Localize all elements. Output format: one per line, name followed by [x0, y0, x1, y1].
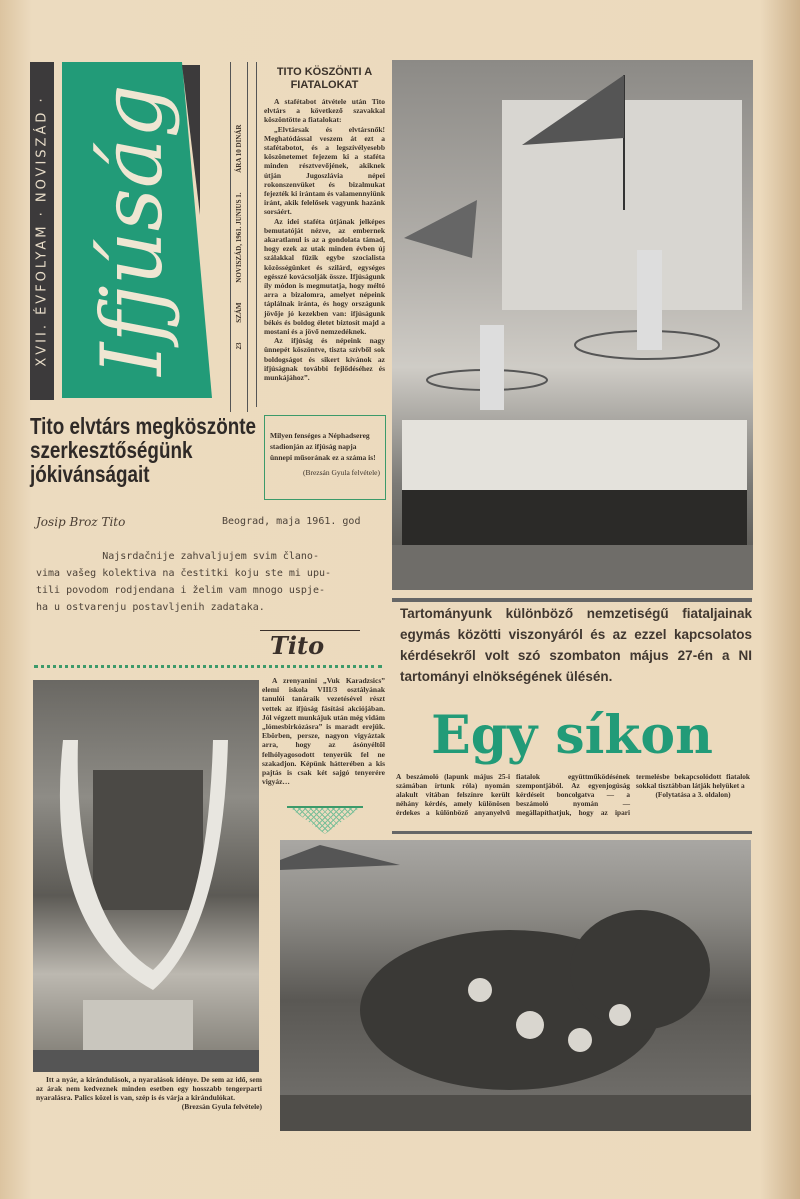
headline: [30, 413, 257, 487]
photo-caption: [36, 1075, 262, 1111]
stadium-photo: [392, 60, 753, 590]
dotted-divider: [34, 665, 382, 668]
paragraph: Az ifjúság és népeink nagy ünnepét köszöntve, tiszta szívből sok boldogságot és sikert kívánok az ifjúságnak további fejlődéséhez és munkájához”.: [264, 336, 385, 383]
headline-line: jókivánságait: [30, 461, 150, 487]
letter-place-date: Beograd, maja 1961. god: [222, 516, 361, 527]
article-title: TITO KÖSZÖNTI A FIATALOKAT: [276, 66, 373, 91]
issue-number: 23 SZÁM: [235, 302, 243, 350]
letterhead-signature: Josip Broz Tito: [36, 515, 126, 529]
article-title: Egy síkon: [431, 705, 713, 766]
headline-line: szerkesztőségünk: [30, 437, 193, 463]
paragraph: „Elvtársak és elvtársnők! Meghatódással veszem át ezt a stafétabotot, és a legszívélyesebb köszönetemet fejezem ki a staféta minden résztvevőjének, akiknek útján Jugoszlávia népei rokonszenvüket és bizalmukat fejezték ki irántam és valamennyiünk iránt, akik felelősek vagyunk hazánk sorsáért.: [264, 124, 385, 217]
continued-note: (Folytatása a 3. oldalon): [655, 790, 731, 799]
vuk-article: [262, 676, 385, 786]
issue-price: ÁRA 10 DINÁR: [235, 124, 243, 173]
newspaper-logo: [62, 62, 202, 398]
article-lead: Tartományunk különböző nemzetiségű fiataljainak egymás közötti viszonyáról és az ezzel kapcsolatos kérdésekről volt szó szombaton május 27-én a NI tartományi elnökségének ülésén.: [400, 606, 752, 684]
kids-photo-image: [280, 840, 751, 1131]
issue-info: [230, 62, 248, 412]
photo-credit: (Brezsán Gyula felvétele): [181, 1102, 262, 1111]
caption-text: Milyen fenséges a Néphadsereg stadionján az ifjúság napja ünnepi műsorának ez a száma is!: [270, 431, 376, 462]
photo-caption-box: [264, 415, 386, 500]
logo-text: Ifjúság: [83, 84, 181, 376]
wrestling-kids-photo: [280, 840, 751, 1131]
volume-line: XVII. ÉVFOLYAM · NOVISZÁD ·: [34, 95, 50, 367]
decorative-rule: [287, 806, 363, 808]
handwritten-signature: Tito: [260, 630, 360, 660]
caption-text: Itt a nyár, a kirándulások, a nyaralások idénye. De sem az idő, sem az árak nem kedveznek minden esetben egy hosszabb tengerparti nyaralásra. Palics közel is van, szép is és várja a kirándulókat.: [36, 1075, 262, 1102]
paragraph: Az idei staféta útjának jelképes bemutatóját nézve, az embernek akaratlanul is az a gondolata támad, hogy ezek az utak minden évben új szálakkal fűzik egybe szocialista közösségünket és szilárd, egységes egésszé kovácsolják össze. Ifjúságunk íly módon is megmutatja, hogy méltó arra a bizalomra, amelyet népeink táplálnak iránta, és hogy országunk jövője jó kezekben van: ifjúságunk békés és boldog életet biztosít majd a mostani és a jövő nemzedéknek.: [264, 216, 385, 337]
body-text: A beszámoló (lapunk május 25-i számában írtunk róla) nyomán alakult vitában felszínre került néhány kérdés, amely különösen érdekes a különböző anyanyelvű fiatalok együttműködésének szempontjából. Az egyenjogúság kérdéseit boncolgatva — a beszámoló nyomán — megállapíthatjuk, hogy az ipari termelésbe bekapcsolódott fiatalok sokkal tisztábban látják helyüket a: [396, 772, 750, 817]
park-sculpture-photo: [33, 680, 259, 1072]
stadium-photo-image: [392, 60, 753, 590]
headline-line: Tito elvtárs megköszönte: [30, 413, 257, 439]
issue-line: [235, 125, 243, 350]
paragraph: A stafétabot átvétele után Tito elvtárs a következő szavakkal köszöntötte a fiatalokat:: [264, 97, 385, 125]
park-photo-image: [33, 680, 259, 1072]
issue-date: NOVISZÁD, 1961. JUNIUS 1.: [235, 192, 243, 283]
article-body: [396, 772, 750, 817]
photo-credit: (Brezsán Gyula felvétele): [302, 468, 380, 477]
volume-strip: [30, 62, 54, 400]
tito-article: [264, 66, 385, 382]
letter-body: Najsrdačnije zahvaljujem svim člano- vima vašeg kolektiva na čestitki koju ste mi upu- tili povodom rodjendana i želim vam mnogo uspje- ha u ostvarenju postavljenih zadataka.: [36, 551, 332, 613]
paragraph: A zrenyanini „Vuk Karadzsics” elemi iskola VIII/3 osztályának tanulói tanáraik vezetésével részt vettek az ifjúság fásítási akciójában. Jól végzett munkájuk után még vidám „lómesbirkózásra” is maradt erejük. Ebörben, persze, nagyon vigyáztak arra, hogy az ásónyéltől felhólyagosodott tenyerük fel ne szakadjon. Képünk hátterében a kis pajtás is csak két sajgó tenyerére vigyáz…: [262, 676, 385, 787]
column-rule: [256, 62, 257, 407]
